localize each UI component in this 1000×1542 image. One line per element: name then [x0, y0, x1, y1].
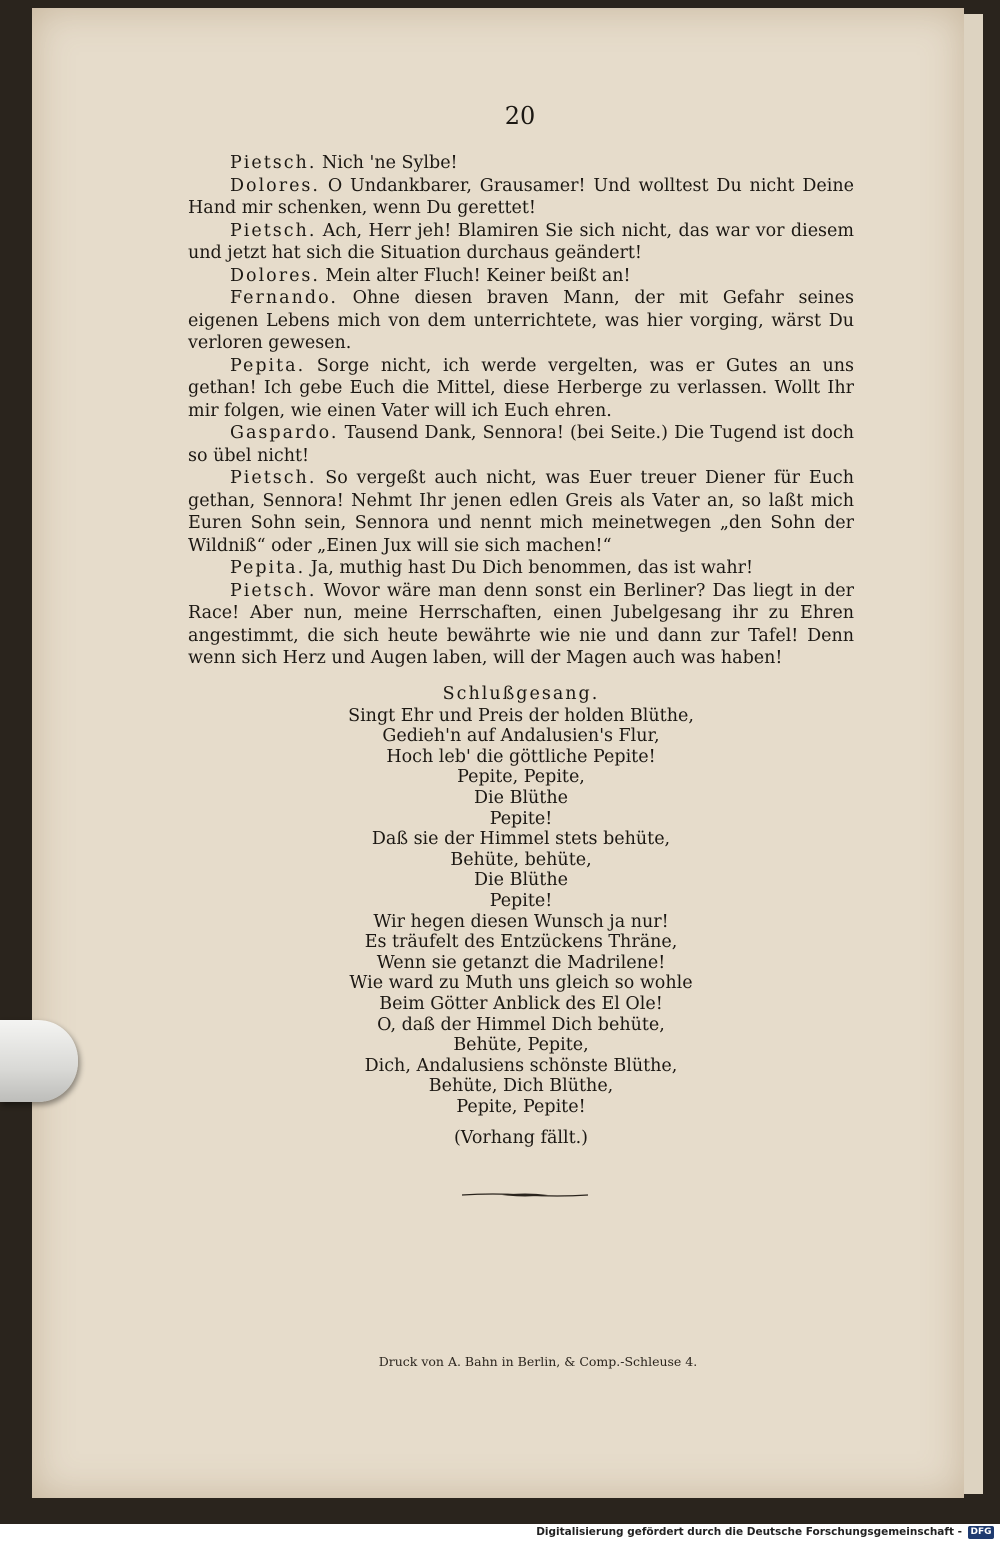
speaker-name: Pietsch.	[230, 153, 317, 173]
speech-text: Sorge nicht, ich werde vergelten, was er Gutes an uns gethan! Ich gebe Euch die Mittel, diese Herberge zu verlassen. Wollt Ihr mir folgen, wie einen Vater will ich Euch ehren.	[188, 355, 854, 421]
speaker-name: Pietsch.	[230, 580, 317, 601]
dialogue-line	[188, 580, 854, 670]
song-line: Pepite!	[489, 808, 553, 829]
page-number: 20	[504, 102, 536, 130]
speaker-name: Gaspardo.	[230, 423, 339, 443]
printer-imprint: Druck von A. Bahn in Berlin, & Comp.-Schleuse 4.	[378, 1354, 698, 1369]
footer-bar	[0, 1524, 1000, 1542]
dialogue-line	[188, 557, 854, 580]
song-line: Pepite, Pepite!	[456, 1096, 586, 1117]
song-line: Es träufelt des Entzückens Thräne,	[364, 932, 678, 953]
song-line: Daß sie der Himmel stets behüte,	[371, 829, 671, 850]
speech-text: Ach, Herr jeh! Blamiren Sie sich nicht, das war vor diesem und jetzt hat sich die Situation durchaus geändert!	[188, 220, 854, 263]
speech-text: So vergeßt auch nicht, was Euer treuer Diener für Euch gethan, Sennora! Nehmt Ihr jenen edlen Greis als Vater an, so laßt mich Euren Sohn sein, Sennora und nennt mich meinetwegen „den Sohn der Wildniß“ oder „Einen Jux will sie sich machen!“	[188, 468, 854, 556]
song-line: Behüte, Pepite,	[453, 1035, 589, 1056]
speaker-name: Pietsch.	[230, 220, 317, 241]
speech-text: Tausend Dank, Sennora! (bei Seite.) Die Tugend ist doch so übel nicht!	[188, 423, 854, 466]
closing-song	[188, 684, 854, 1117]
song-line: Pepite, Pepite,	[457, 767, 585, 788]
dialogue-line	[188, 355, 854, 423]
page-clip	[0, 1020, 78, 1102]
speech-text: Mein alter Fluch! Keiner beißt an!	[325, 265, 631, 286]
dialogue-line	[188, 287, 854, 355]
song-line: Pepite!	[489, 890, 553, 911]
dialogue-block	[188, 152, 854, 670]
speaker-name: Pepita.	[230, 355, 306, 376]
song-line: O, daß der Himmel Dich behüte,	[377, 1014, 665, 1035]
song-line: Die Blüthe	[474, 870, 568, 891]
speech-text: Nich 'ne Sylbe!	[321, 153, 458, 173]
dfg-logo-icon: DFG	[968, 1526, 994, 1539]
song-line: Behüte, behüte,	[450, 849, 592, 870]
speaker-name: Pepita.	[230, 558, 306, 578]
song-line: Behüte, Dich Blüthe,	[428, 1076, 614, 1097]
dialogue-line	[188, 265, 854, 288]
speaker-name: Dolores.	[230, 265, 320, 286]
next-page-edge	[962, 14, 983, 1494]
song-line: Wie ward zu Muth uns gleich so wohle	[349, 973, 693, 994]
song-line: Die Blüthe	[474, 787, 568, 808]
dialogue-line	[188, 152, 854, 175]
stage-direction: (Vorhang fällt.)	[453, 1128, 589, 1148]
song-line: Wenn sie getanzt die Madrilene!	[376, 952, 666, 973]
song-line: Wir hegen diesen Wunsch ja nur!	[373, 911, 669, 932]
funding-credit: Digitalisierung gefördert durch die Deutsche Forschungsgemeinschaft -	[536, 1526, 962, 1538]
speech-text: O Undankbarer, Grausamer! Und wolltest Du nicht Deine Hand mir schenken, wenn Du gerettet!	[188, 175, 854, 218]
song-line: Gedieh'n auf Andalusien's Flur,	[382, 726, 660, 747]
dialogue-line	[188, 422, 854, 467]
dialogue-line	[188, 220, 854, 265]
divider-ornament	[462, 1192, 588, 1198]
song-line: Beim Götter Anblick des El Ole!	[379, 993, 663, 1014]
speech-text: Ja, muthig hast Du Dich benommen, das ist wahr!	[310, 558, 754, 578]
speaker-name: Dolores.	[230, 175, 320, 196]
speech-text: Wovor wäre man denn sonst ein Berliner? Das liegt in der Race! Aber nun, meine Herrschaften, einen Jubelgesang ihr zu Ehren angestimmt, die sich heute bewährte wie nie und dann zur Tafel! Denn wenn sich Herz und Augen laben, will der Magen auch was haben!	[188, 580, 854, 668]
song-line: Dich, Andalusiens schönste Blüthe,	[364, 1055, 678, 1076]
speaker-name: Pietsch.	[230, 468, 317, 488]
dialogue-line	[188, 175, 854, 220]
song-line: Singt Ehr und Preis der holden Blüthe,	[348, 705, 694, 726]
speaker-name: Fernando.	[230, 288, 338, 308]
song-line: Hoch leb' die göttliche Pepite!	[386, 746, 656, 767]
song-title: Schlußgesang.	[442, 684, 600, 704]
dialogue-line	[188, 467, 854, 557]
speech-text: Ohne diesen braven Mann, der mit Gefahr seines eigenen Lebens mich von dem unterrichtete, was hier vorging, wärst Du verloren gewesen.	[188, 288, 854, 353]
